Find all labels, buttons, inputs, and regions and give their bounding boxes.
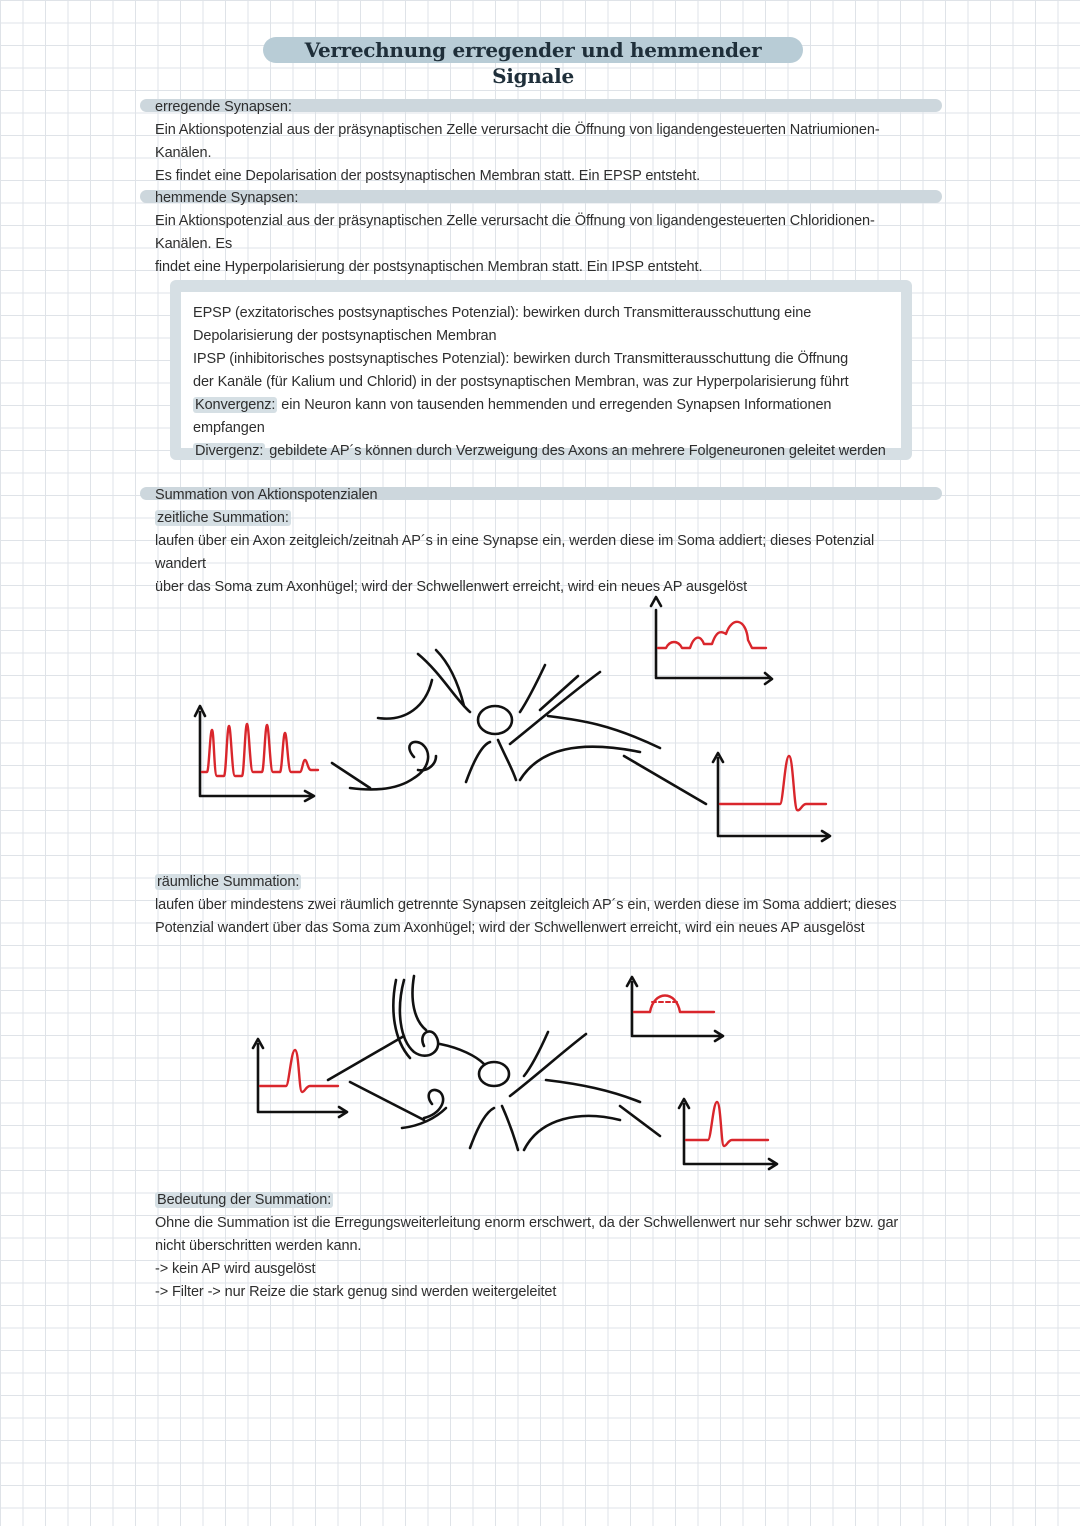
inhibitory-heading: hemmende Synapsen: — [155, 190, 299, 206]
spatial-neuron — [393, 976, 660, 1150]
ipsp-definition-line-2: der Kanäle (für Kalium und Chlorid) in der postsynaptischen Membran, was zur Hyperpolarisierung führt — [193, 374, 849, 390]
temporal-summation-diagram — [195, 597, 830, 841]
temporal-input-graph — [195, 706, 318, 801]
spatial-action-potential-line — [686, 1102, 768, 1146]
spatial-input-spike — [260, 1050, 338, 1092]
konvergenz-text: ein Neuron kann von tausenden hemmenden und erregenden Synapsen Informationen empfangen — [193, 397, 832, 436]
significance-line-2: nicht überschritten werden kann. — [155, 1238, 362, 1254]
spike-train-line — [202, 724, 318, 776]
divergenz-term: Divergenz: — [195, 443, 264, 459]
ipsp-definition-line-1: IPSP (inhibitorisches postsynaptisches Potenzial): bewirken durch Transmitterausschuttung die Öffnung — [193, 351, 849, 367]
epsp-definition-line-2: Depolarisierung der postsynaptischen Membran — [193, 328, 497, 344]
spatial-summation-diagram — [253, 976, 777, 1169]
divergenz-text: gebildete AP´s können durch Verzweigung des Axons an mehrere Folgeneuronen geleitet werden — [265, 443, 886, 459]
temporal-soma-graph — [651, 597, 772, 684]
spatial-summation-line-2: Potenzial wandert über das Soma zum Axonhügel; wird der Schwellenwert erreicht, wird ein neues AP ausgelöst — [155, 920, 865, 936]
temporal-summation-line-2: über das Soma zum Axonhügel; wird der Schwellenwert erreicht, wird ein neues AP ausgelöst — [155, 579, 748, 595]
inhibitory-text-line-2: findet eine Hyperpolarisierung der postsynaptischen Membran statt. Ein IPSP entsteht. — [155, 259, 703, 275]
excitatory-heading: erregende Synapsen: — [155, 99, 292, 115]
summed-potential-line — [658, 622, 766, 648]
spatial-summed-line — [634, 996, 714, 1013]
spatial-output-graph — [679, 1099, 777, 1169]
konvergenz-term: Konvergenz: — [195, 397, 276, 413]
significance-line-3: -> kein AP wird ausgelöst — [155, 1261, 316, 1277]
epsp-definition-line-1: EPSP (exzitatorisches postsynaptisches Potenzial): bewirken durch Transmitterausschuttung eine — [193, 305, 812, 321]
page-title: Verrechnung erregender und hemmender Signale — [263, 37, 803, 63]
spatial-summation-line-1: laufen über mindestens zwei räumlich getrennte Synapsen zeitgleich AP´s ein, werden diese im Soma addiert; dieses — [155, 897, 897, 913]
significance-line-4: -> Filter -> nur Reize die stark genug sind werden weitergeleitet — [155, 1284, 557, 1300]
significance-heading: Bedeutung der Summation: — [157, 1192, 332, 1208]
excitatory-text-line-1: Ein Aktionspotenzial aus der präsynaptischen Zelle verursacht die Öffnung von ligandengesteuerten Natriumionen-Kanälen. — [155, 122, 880, 161]
action-potential-line — [720, 756, 826, 810]
temporal-summation-heading: zeitliche Summation: — [157, 510, 289, 526]
inhibitory-text-line-1: Ein Aktionspotenzial aus der präsynaptischen Zelle verursacht die Öffnung von ligandengesteuerten Chloridionen-Kanälen. Es — [155, 213, 875, 252]
summation-heading: Summation von Aktionspotenzialen — [155, 487, 378, 503]
temporal-neuron — [350, 650, 706, 804]
excitatory-text-line-2: Es findet eine Depolarisation der postsynaptischen Membran statt. Ein EPSP entsteht. — [155, 168, 701, 184]
spatial-summation-heading: räumliche Summation: — [157, 874, 300, 890]
temporal-output-graph — [713, 753, 830, 841]
significance-line-1: Ohne die Summation ist die Erregungsweiterleitung enorm erschwert, da der Schwellenwert nur sehr schwer bzw. gar — [155, 1215, 899, 1231]
spatial-soma-graph — [627, 977, 723, 1041]
temporal-summation-line-1: laufen über ein Axon zeitgleich/zeitnah AP´s in eine Synapse ein, werden diese im Soma addiert; dieses Potenzial wandert — [155, 533, 875, 572]
